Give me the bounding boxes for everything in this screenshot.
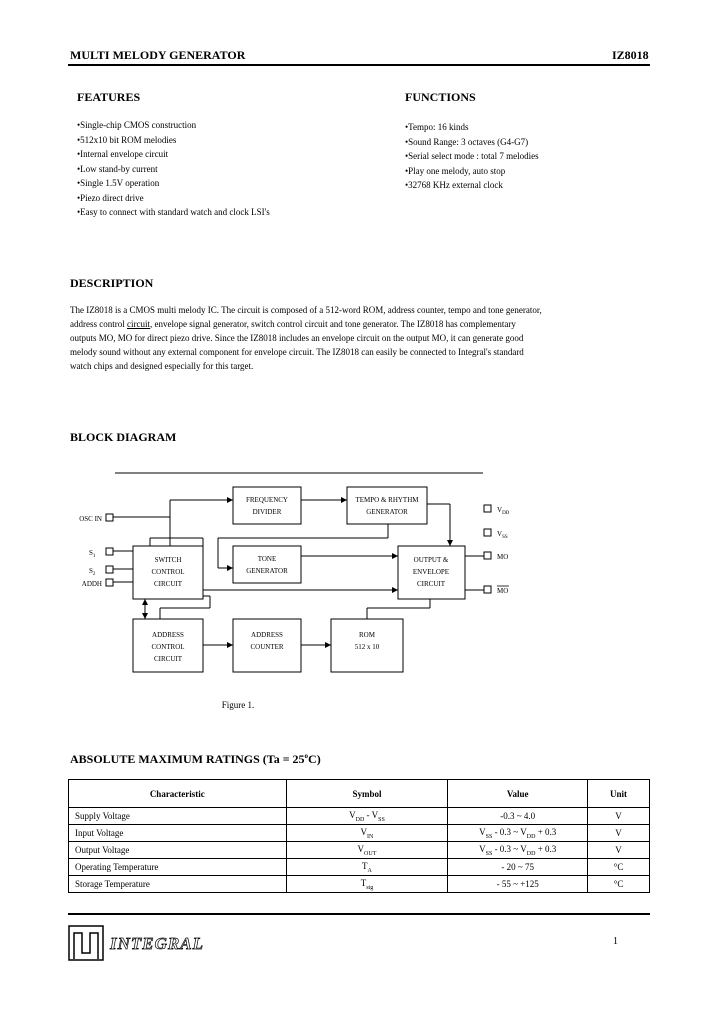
pin-addh-label: ADDH <box>81 580 102 588</box>
functions-heading: FUNCTIONS <box>405 90 476 104</box>
pin-s2-label: $S_2$ <box>89 567 96 577</box>
pin-mo-label: MO <box>497 553 509 561</box>
table-header-row <box>69 780 650 808</box>
block-label: SWITCH <box>154 556 182 564</box>
description-line: watch chips and designed especially for this target. <box>70 361 254 371</box>
table-row: Output Voltage $V_{OUT}$ $V_{SS} - 0.3$ ~ $V_{DD} + 0.3$ V <box>69 842 650 859</box>
column-header: Value <box>448 780 588 808</box>
table-row: Input Voltage $V_{IN}$ $V_{SS} - 0.3$ ~ $V_{DD} + 0.3$ V <box>69 825 650 842</box>
block-diagram-heading: BLOCK DIAGRAM <box>70 430 177 444</box>
function-item: • Serial select mode : total 7 melodies <box>405 149 539 164</box>
block-label: OUTPUT & <box>413 556 449 564</box>
description-heading: DESCRIPTION <box>70 276 154 290</box>
description-line: The IZ8018 is a CMOS multi melody IC. The circuit is composed of a 512-word ROM, address counter, tempo and tone generator, <box>70 305 542 315</box>
block-label: GENERATOR <box>366 508 408 516</box>
tempo-rhythm-block <box>347 487 427 524</box>
block-label: TEMPO & RHYTHM <box>355 496 419 504</box>
logo-text: INTEGRAL <box>110 934 204 953</box>
pin-mo-bar-label: MO <box>497 587 509 595</box>
table-row: Operating Temperature $T_A$ - 20 ~ 75 °C <box>69 859 650 876</box>
feature-item: • Low stand-by current <box>77 162 270 177</box>
block-label: CONTROL <box>151 643 185 651</box>
block-label: DIVIDER <box>252 508 282 516</box>
column-header: Symbol <box>286 780 448 808</box>
part-number: IZ8018 <box>612 48 649 62</box>
block-label: CONTROL <box>151 568 185 576</box>
description-line: melody sound without any external component for envelope circuit. The IZ8018 can easily be connected to Integral's standard <box>70 347 524 357</box>
footer-rule <box>68 913 650 915</box>
block-label: CIRCUIT <box>154 655 182 663</box>
document-title: MULTI MELODY GENERATOR <box>70 48 246 62</box>
function-item: • 32768 KHz external clock <box>405 178 539 193</box>
block-label: GENERATOR <box>246 567 288 575</box>
function-item: • Tempo: 16 kinds <box>405 120 539 135</box>
pin-s1-label: $S_1$ <box>89 549 96 559</box>
pin-osc-in-label: OSC IN <box>79 515 102 523</box>
function-item: • Sound Range: 3 octaves (G4-G7) <box>405 135 539 150</box>
pin-vss-label: $V_{SS}$ <box>497 530 508 540</box>
feature-item: • Single 1.5V operation <box>77 176 270 191</box>
description-line: outputs MO, MO for direct piezo drive. Since the IZ8018 includes an envelope circuit on the output MO, it can generate good <box>70 333 524 343</box>
features-list <box>77 118 270 220</box>
block-diagram <box>0 460 720 720</box>
table-row: Storage Temperature $T_{stg}$ - 55 ~ +125 °C <box>69 876 650 893</box>
function-item: • Play one melody, auto stop <box>405 164 539 179</box>
feature-item: • 512x10 bit ROM melodies <box>77 133 270 148</box>
block-label: ENVELOPE <box>412 568 450 576</box>
block-label: ADDRESS <box>251 631 283 639</box>
integral-logo <box>68 925 228 961</box>
block-label: CIRCUIT <box>154 580 182 588</box>
features-heading: FEATURES <box>77 90 141 104</box>
block-label: 512 x 10 <box>354 643 380 651</box>
header-rule <box>68 64 650 66</box>
block-label: COUNTER <box>250 643 284 651</box>
feature-item: • Easy to connect with standard watch and clock LSI's <box>77 205 270 220</box>
block-label: ROM <box>359 631 375 639</box>
ratings-heading: ABSOLUTE MAXIMUM RATINGS $(Ta = 25^oC)$ <box>70 752 321 766</box>
block-label: ADDRESS <box>152 631 184 639</box>
figure-caption: Figure 1. <box>221 700 255 710</box>
tone-generator-block <box>233 546 301 583</box>
description-body <box>70 303 640 373</box>
column-header: Unit <box>588 780 650 808</box>
page-number: 1 <box>613 936 618 947</box>
block-label: TONE <box>257 555 277 563</box>
pin-vdd-label: $V_{DD}$ <box>497 506 510 516</box>
column-header: Characteristic <box>69 780 287 808</box>
feature-item: • Single-chip CMOS construction <box>77 118 270 133</box>
feature-item: • Internal envelope circuit <box>77 147 270 162</box>
block-label: FREQUENCY <box>245 496 289 504</box>
description-line: address control circuit, envelope signal generator, switch control circuit and tone generator. The IZ8018 has complementary <box>70 319 516 329</box>
table-row: Supply Voltage $V_{DD} - V_{SS}$ -0.3 ~ 4.0 V <box>69 808 650 825</box>
ratings-table <box>68 779 650 893</box>
feature-item: • Piezo direct drive <box>77 191 270 206</box>
block-label: CIRCUIT <box>417 580 445 588</box>
functions-list <box>405 120 539 193</box>
frequency-divider-block <box>233 487 301 524</box>
